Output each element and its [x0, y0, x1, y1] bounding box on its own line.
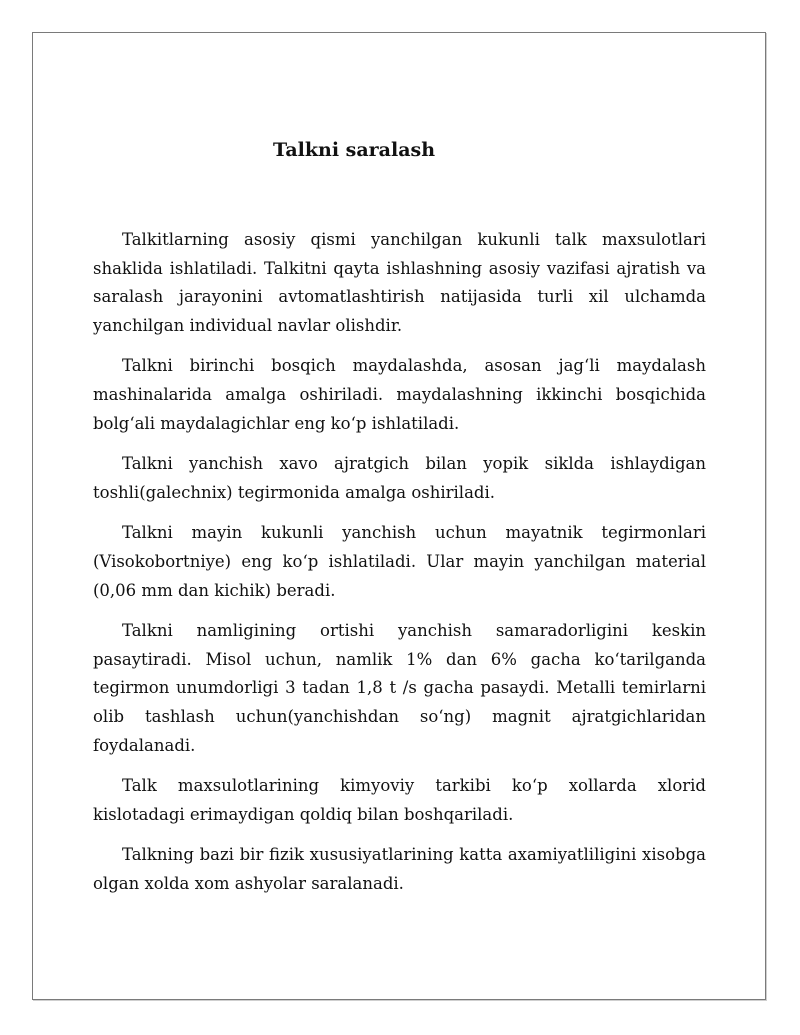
paragraph-6: Talk maxsulotlarining kimyoviy tarkibi ko‘p xollarda xlorid kislotadagi erimaydigan qoldiq bilan boshqariladi.: [93, 776, 706, 824]
paragraph-7: Talkning bazi bir fizik xususiyatlarining katta axamiyatliligini xisobga olgan xolda xom ashyolar saralanadi.: [93, 845, 706, 893]
paragraph-3: Talkni yanchish xavo ajratgich bilan yopik siklda ishlaydigan toshli(galechnix) tegirmonida amalga oshiriladi.: [93, 454, 706, 502]
paragraph-1: Talkitlarning asosiy qismi yanchilgan kukunli talk maxsulotlari shaklida ishlatiladi. Talkitni qayta ishlashning asosiy vazifasi ajratish va saralash jarayonini avtomatlashtirish natijasida turli xil ulchamda yanchilgan individual navlar olishdir.: [93, 230, 706, 335]
paragraph-2: Talkni birinchi bosqich maydalashda, asosan jag‘li maydalash mashinalarida amalga oshiriladi. maydalashning ikkinchi bosqichida bolg‘ali maydalagichlar eng ko‘p ishlatiladi.: [93, 356, 706, 433]
document-body: [93, 226, 706, 910]
document-title: Talkni saralash: [273, 139, 436, 161]
paragraph-5: Talkni namligining ortishi yanchish samaradorligini keskin pasaytiradi. Misol uchun, namlik 1% dan 6% gacha ko‘tarilganda tegirmon unumdorligi 3 tadan 1,8 t /s gacha pasaydi. Metalli temirlarni olib tashlash uchun(yanchishdan so‘ng) magnit ajratgichlaridan foydalanadi.: [93, 621, 706, 755]
paragraph-4: Talkni mayin kukunli yanchish uchun mayatnik tegirmonlari (Visokobortniye) eng ko‘p ishlatiladi. Ular mayin yanchilgan material (0,06 mm dan kichik) beradi.: [93, 523, 706, 600]
